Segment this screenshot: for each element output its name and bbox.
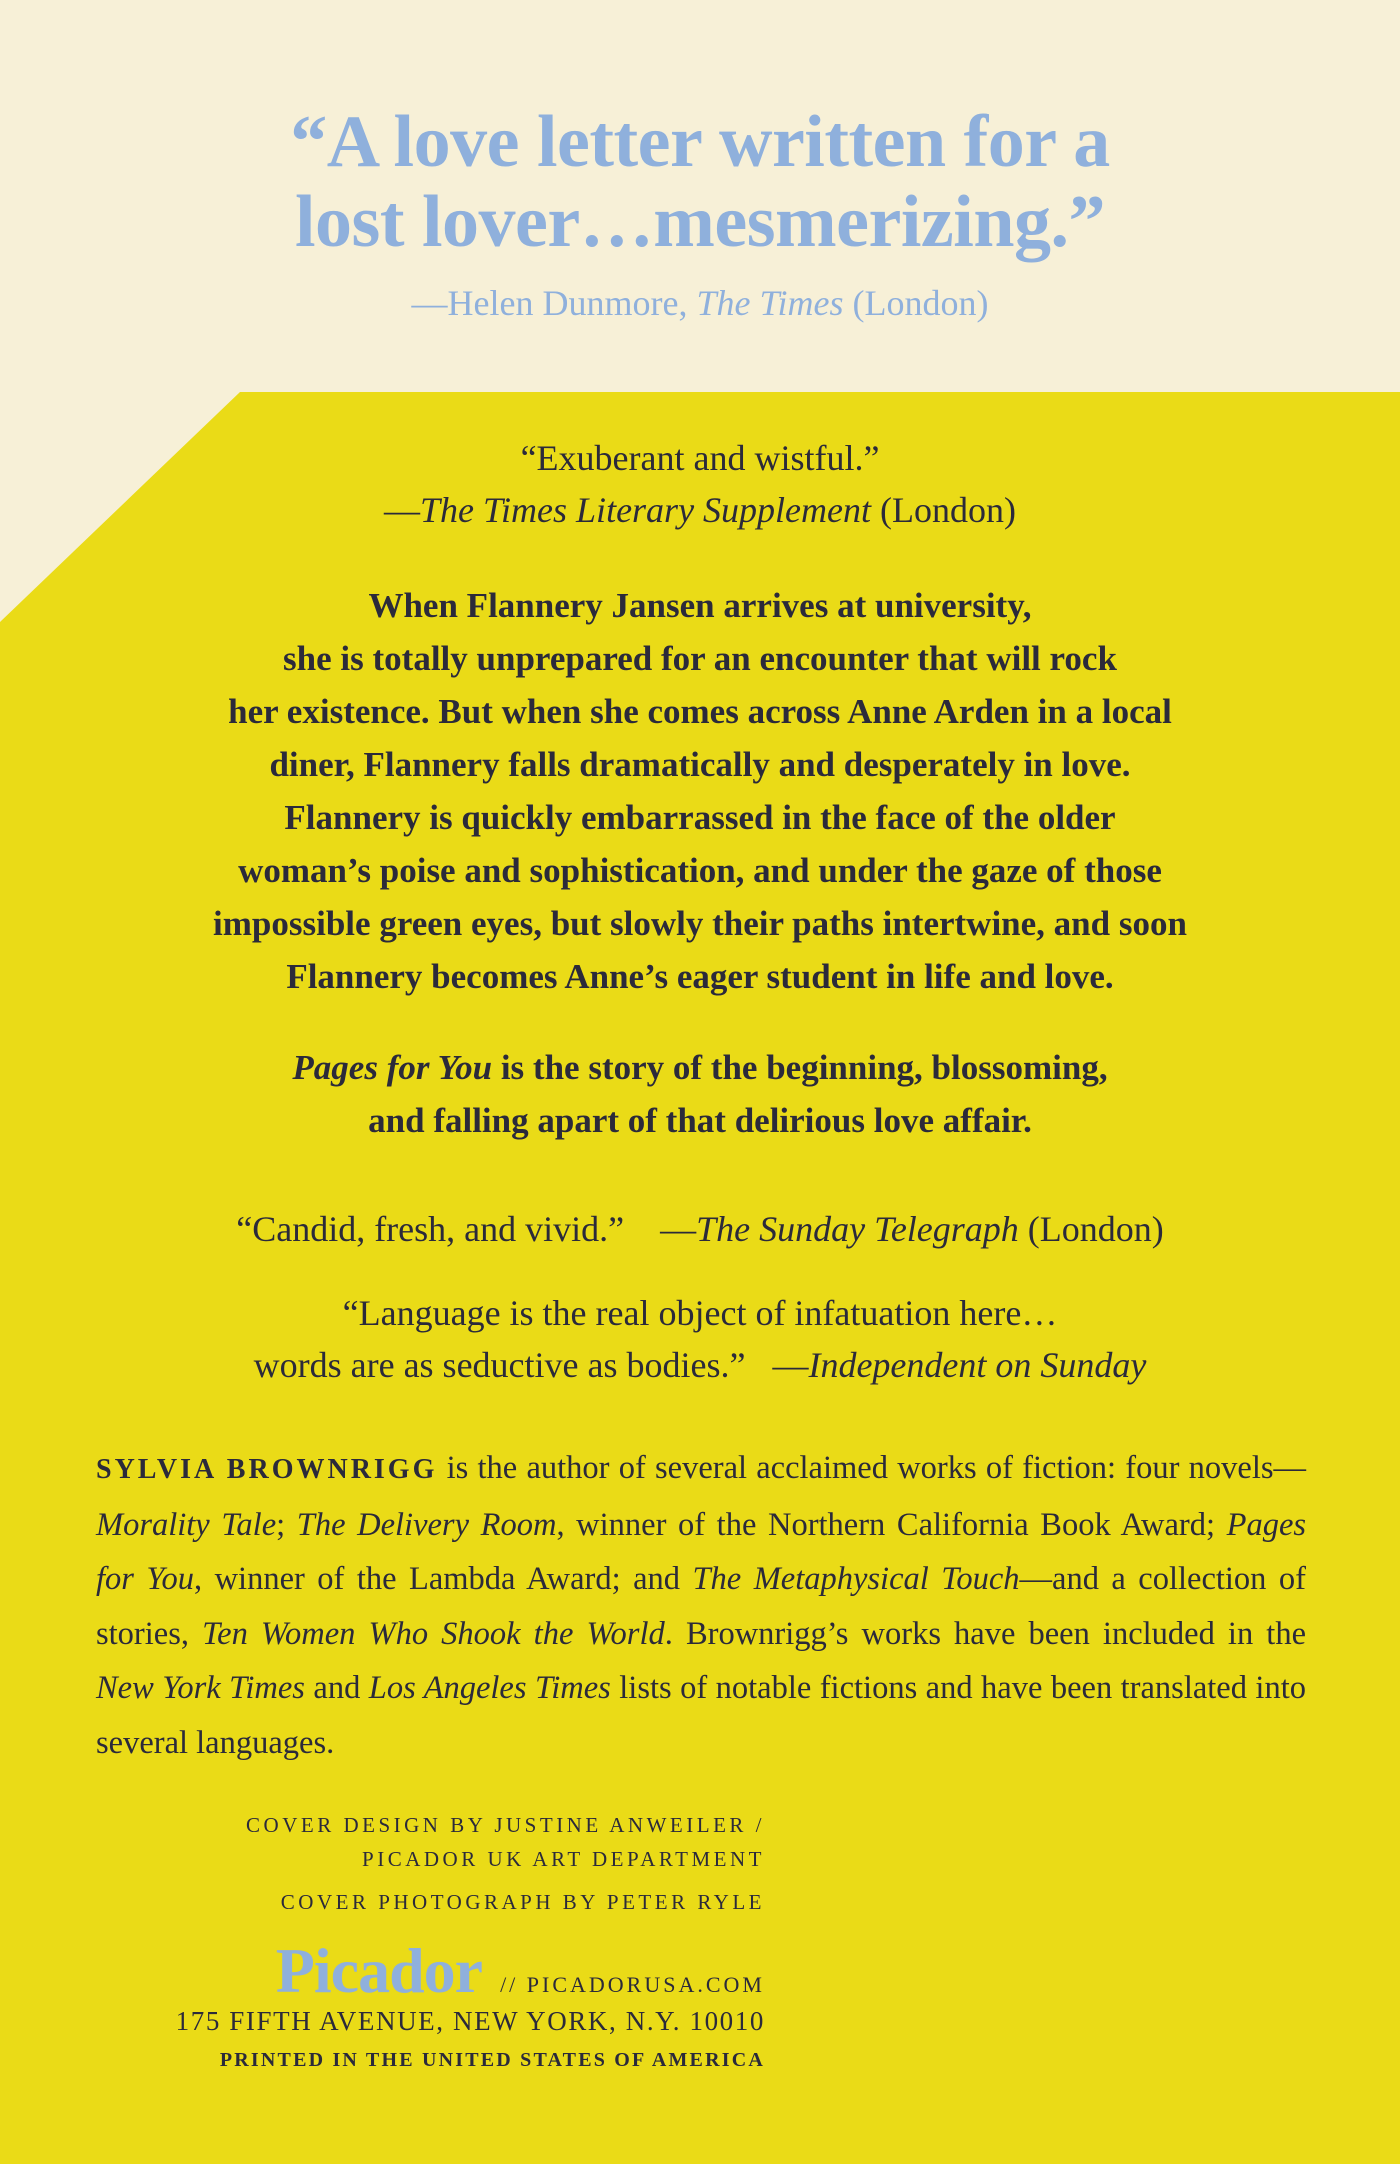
source-name: The Times Literary Supplement <box>420 490 871 530</box>
review-quote-2 <box>0 1203 1400 1255</box>
blurb-line: she is totally unprepared for an encounter that will rock <box>283 639 1117 678</box>
blurb-line: and falling apart of that delirious love affair. <box>368 1101 1032 1140</box>
quote-text: “Candid, fresh, and vivid.” <box>236 1209 625 1249</box>
quote-text-line2: words are as seductive as bodies.” —Independent on Sunday <box>253 1345 1147 1385</box>
source-dash: — <box>772 1345 809 1385</box>
quote-text: “Exuberant and wistful.” <box>520 438 880 478</box>
blurb-line: woman’s poise and sophistication, and under the gaze of those <box>238 851 1162 890</box>
blurb-line: her existence. But when she comes across Anne Arden in a local <box>228 692 1172 731</box>
quote-source <box>0 484 1400 536</box>
source-name: Independent on Sunday <box>808 1345 1147 1385</box>
attribution-prefix: —Helen Dunmore, <box>411 283 697 323</box>
source-suffix: (London) <box>1018 1209 1164 1249</box>
blurb-paragraph-1 <box>0 579 1400 1003</box>
cover-photo-credit: COVER PHOTOGRAPH BY PETER RYLE <box>280 1890 765 1914</box>
author-name: SYLVIA BROWNRIGG <box>96 1454 438 1485</box>
source-dash: — <box>660 1209 697 1249</box>
attribution-source: The Times <box>696 283 844 323</box>
headline-quote <box>0 102 1400 262</box>
review-quote-1 <box>0 432 1400 536</box>
source-dash: — <box>384 490 421 530</box>
headline-quote-line: lost lover…mesmerizing.” <box>295 181 1105 263</box>
quote-text: “Language is the real object of infatuation here… <box>342 1293 1058 1333</box>
source-suffix: (London) <box>871 490 1016 530</box>
blurb-line: Pages for You is the story of the beginning, blossoming, <box>292 1048 1108 1087</box>
attribution-suffix: (London) <box>843 283 989 323</box>
source-name: The Sunday Telegraph <box>696 1209 1019 1249</box>
blurb-line: diner, Flannery falls dramatically and desperately in love. <box>269 745 1131 784</box>
blurb-line: Flannery is quickly embarrassed in the face of the older <box>284 798 1116 837</box>
blurb-paragraph-2 <box>0 1041 1400 1147</box>
headline-quote-line: “A love letter written for a <box>290 101 1110 183</box>
author-bio: SYLVIA BROWNRIGG is the author of several acclaimed works of fiction: four novels—Morality Tale; The Delivery Room, winner of the Northern California Book Award; Pages for You, winner of the Lambda Award; and The Metaphysical Touch—and a collection of stories, Ten Women Who Shook the World. Brownrigg’s works have been included in the New York Times and Los Angeles Times lists of notable fictions and have been translated into several languages. <box>96 1450 1307 1761</box>
cover-design-credit: COVER DESIGN BY JUSTINE ANWEILER / PICADOR UK ART DEPARTMENT <box>246 1813 765 1871</box>
blurb-line: When Flannery Jansen arrives at university, <box>368 586 1032 625</box>
headline-attribution <box>0 281 1400 325</box>
blurb-line: impossible green eyes, but slowly their paths intertwine, and soon <box>213 904 1187 943</box>
review-quote-3 <box>0 1287 1400 1391</box>
blurb-line: Flannery becomes Anne’s eager student in life and love. <box>286 957 1114 996</box>
publisher-url[interactable]: // PICADORUSA.COM <box>500 1972 765 1997</box>
publisher-row <box>276 1934 765 2008</box>
printed-in: PRINTED IN THE UNITED STATES OF AMERICA <box>219 2049 765 2071</box>
publisher-address: 175 FIFTH AVENUE, NEW YORK, N.Y. 10010 <box>175 2006 765 2036</box>
book-title: Pages for You <box>292 1048 493 1087</box>
picador-logo: Picador <box>275 1935 483 2006</box>
